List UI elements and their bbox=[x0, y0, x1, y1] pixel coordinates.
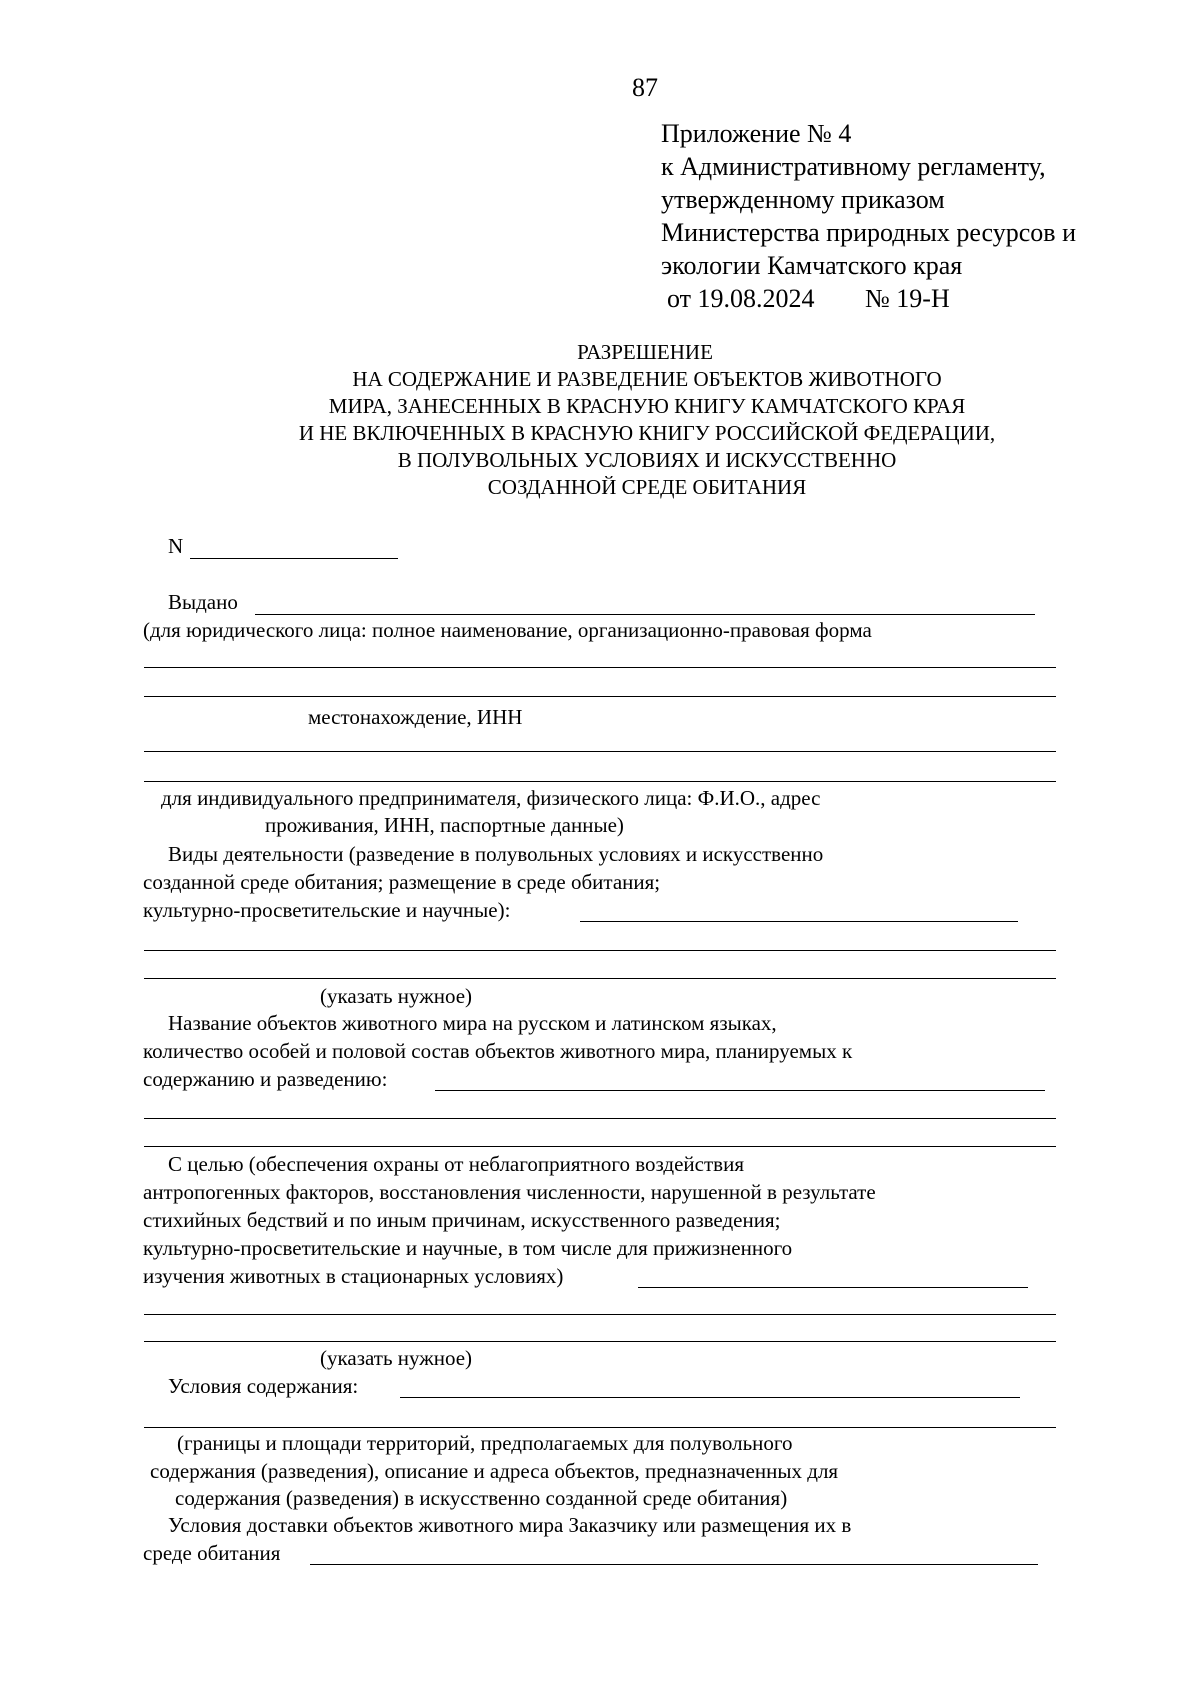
appendix-title: Приложение № 4 bbox=[661, 119, 852, 148]
blank-line[interactable] bbox=[144, 1341, 1056, 1342]
appendix-number: № 19-Н bbox=[865, 284, 950, 313]
delivery-text: среде обитания bbox=[143, 1541, 281, 1565]
title-line: НА СОДЕРЖАНИЕ И РАЗВЕДЕНИЕ ОБЪЕКТОВ ЖИВОТНОГО bbox=[352, 367, 942, 391]
number-label: N bbox=[168, 534, 184, 558]
page-number: 87 bbox=[632, 73, 658, 102]
blank-line[interactable] bbox=[144, 1314, 1056, 1315]
title-line: И НЕ ВКЛЮЧЕННЫХ В КРАСНУЮ КНИГУ РОССИЙСКОЙ ФЕДЕРАЦИИ, bbox=[298, 421, 996, 445]
appendix-line: Министерства природных ресурсов и bbox=[661, 218, 1076, 247]
territory-hint: содержания (разведения) в искусственно созданной среде обитания) bbox=[175, 1486, 788, 1510]
issued-label: Выдано bbox=[168, 590, 238, 614]
purpose-text: С целью (обеспечения охраны от неблагоприятного воздействия bbox=[168, 1152, 744, 1176]
purpose-text: стихийных бедствий и по иным причинам, искусственного разведения; bbox=[143, 1208, 781, 1232]
specify-hint: (указать нужное) bbox=[320, 984, 473, 1008]
conditions-label: Условия содержания: bbox=[168, 1374, 359, 1398]
blank-line[interactable] bbox=[144, 781, 1056, 782]
specify-hint: (указать нужное) bbox=[320, 1346, 473, 1370]
animals-text: содержанию и разведению: bbox=[143, 1067, 388, 1091]
individual-hint: проживания, ИНН, паспортные данные) bbox=[265, 813, 624, 837]
title-line: В ПОЛУВОЛЬНЫХ УСЛОВИЯХ И ИСКУССТВЕННО bbox=[397, 448, 897, 472]
delivery-text: Условия доставки объектов животного мира Заказчику или размещения их в bbox=[168, 1513, 852, 1537]
delivery-field[interactable] bbox=[310, 1564, 1038, 1565]
purpose-text: изучения животных в стационарных условиях) bbox=[143, 1264, 564, 1288]
territory-hint: (границы и площади территорий, предполагаемых для полувольного bbox=[177, 1431, 793, 1455]
animals-text: Название объектов животного мира на русском и латинском языках, bbox=[168, 1011, 777, 1035]
activities-text: Виды деятельности (разведение в полувольных условиях и искусственно bbox=[168, 842, 824, 866]
location-hint: местонахождение, ИНН bbox=[308, 705, 523, 729]
title-line: РАЗРЕШЕНИЕ bbox=[577, 340, 713, 364]
blank-line[interactable] bbox=[144, 696, 1056, 697]
appendix-line: утвержденному приказом bbox=[661, 185, 945, 214]
appendix-date: от 19.08.2024 bbox=[667, 284, 815, 313]
blank-line[interactable] bbox=[144, 950, 1056, 951]
activities-text: культурно-просветительские и научные): bbox=[143, 898, 511, 922]
appendix-line: экологии Камчатского края bbox=[661, 251, 963, 280]
number-field[interactable] bbox=[190, 558, 398, 559]
issued-field[interactable] bbox=[255, 614, 1035, 615]
blank-line[interactable] bbox=[144, 1427, 1056, 1428]
blank-line[interactable] bbox=[144, 978, 1056, 979]
blank-line[interactable] bbox=[144, 751, 1056, 752]
blank-line[interactable] bbox=[144, 1118, 1056, 1119]
animals-text: количество особей и половой состав объектов животного мира, планируемых к bbox=[143, 1039, 853, 1063]
blank-line[interactable] bbox=[144, 667, 1056, 668]
activities-text: созданной среде обитания; размещение в среде обитания; bbox=[143, 870, 661, 894]
animals-field[interactable] bbox=[435, 1090, 1045, 1091]
title-line: МИРА, ЗАНЕСЕННЫХ В КРАСНУЮ КНИГУ КАМЧАТСКОГО КРАЯ bbox=[328, 394, 966, 418]
conditions-field[interactable] bbox=[400, 1397, 1020, 1398]
legal-entity-hint: (для юридического лица: полное наименование, организационно-правовая форма bbox=[143, 618, 872, 642]
blank-line[interactable] bbox=[144, 1146, 1056, 1147]
title-line: СОЗДАННОЙ СРЕДЕ ОБИТАНИЯ bbox=[487, 475, 807, 499]
activities-field[interactable] bbox=[580, 921, 1018, 922]
appendix-line: к Административному регламенту, bbox=[661, 152, 1046, 181]
territory-hint: содержания (разведения), описание и адреса объектов, предназначенных для bbox=[150, 1459, 839, 1483]
individual-hint: для индивидуального предпринимателя, физического лица: Ф.И.О., адрес bbox=[161, 786, 821, 810]
purpose-field[interactable] bbox=[638, 1287, 1028, 1288]
purpose-text: антропогенных факторов, восстановления численности, нарушенной в результате bbox=[143, 1180, 876, 1204]
purpose-text: культурно-просветительские и научные, в том числе для прижизненного bbox=[143, 1236, 793, 1260]
